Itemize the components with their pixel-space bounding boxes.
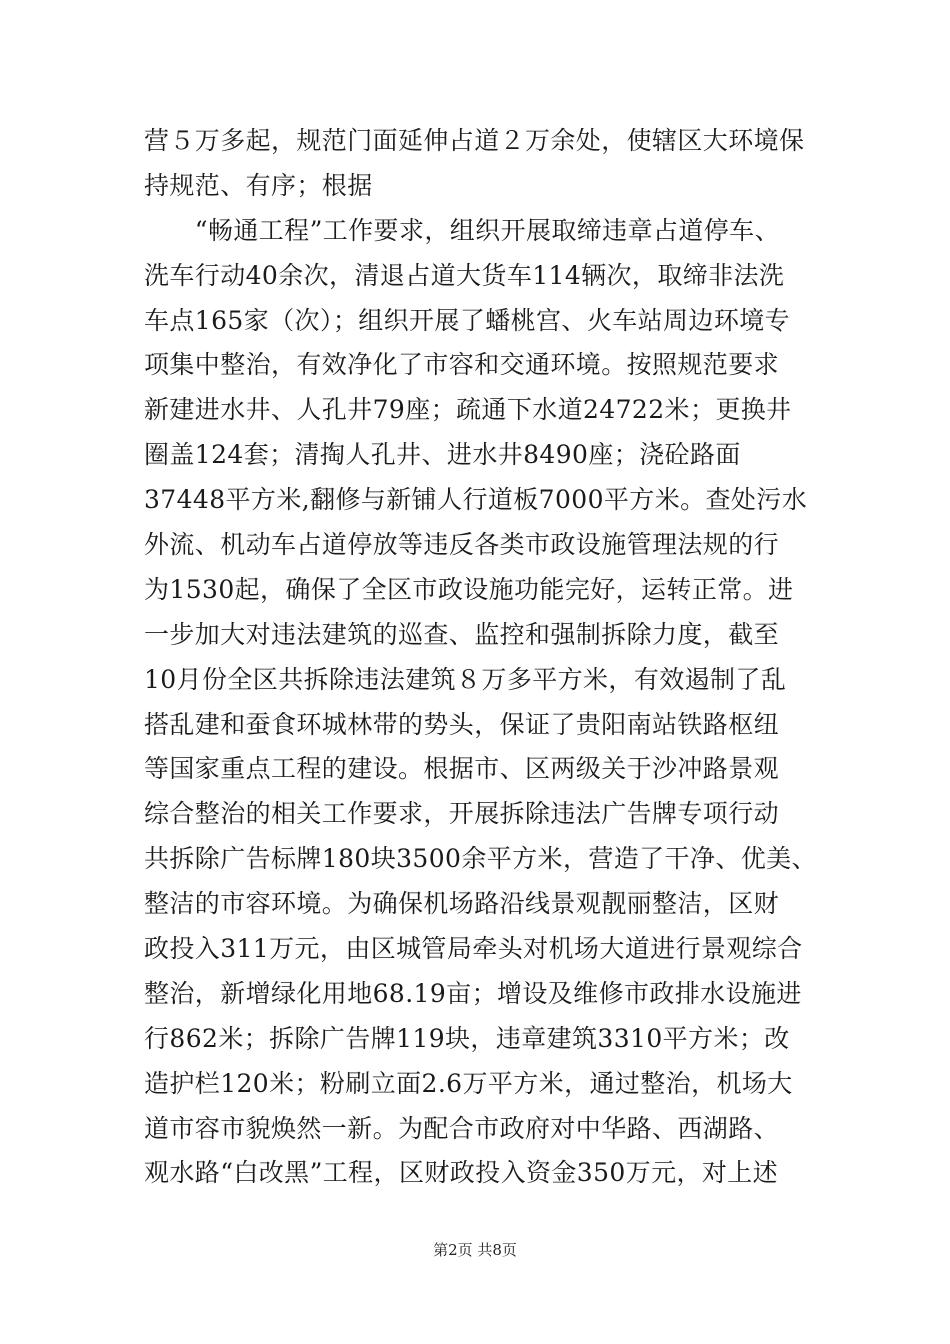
- text-line: 新建进水井、人孔井79座；疏通下水道24722米；更换井: [144, 395, 792, 425]
- text-line: 圈盖124套；清掏人孔井、进水井8490座；浇砼路面: [144, 440, 741, 470]
- text-line: 营５万多起，规范门面延伸占道２万余处，使辖区大环境保: [144, 126, 805, 155]
- text-line: 行862米；拆除广告牌119块，违章建筑3310平方米；改: [144, 1023, 790, 1053]
- text-line: 政投入311万元，由区城管局牵头对机场大道进行景观综合: [144, 934, 803, 964]
- page-number-footer: 第2页 共8页: [433, 1241, 517, 1259]
- text-line: 整治，新增绿化用地68.19亩；增设及维修市政排水设施进: [144, 978, 802, 1008]
- text-line: 道市容市貌焕然一新。为配合市政府对中华路、西湖路、: [144, 1113, 780, 1143]
- text-line: 综合整治的相关工作要求，开展拆除违法广告牌专项行动: [144, 799, 780, 829]
- text-line: “畅通工程”工作要求，组织开展取缔违章占道停车、: [144, 215, 780, 245]
- text-line: 观水路“白改黑”工程，区财政投入资金350万元，对上述: [144, 1158, 779, 1188]
- text-line: 10月份全区共拆除违法建筑８万多平方米，有效遏制了乱: [144, 664, 787, 694]
- text-line: 等国家重点工程的建设。根据市、区两级关于沙冲路景观: [144, 754, 780, 784]
- text-line: 为1530起，确保了全区市政设施功能完好，运转正常。进: [144, 574, 794, 604]
- text-line: 项集中整治，有效净化了市容和交通环境。按照规范要求: [144, 350, 780, 380]
- text-line: 整洁的市容环境。为确保机场路沿线景观靓丽整洁，区财: [144, 889, 780, 919]
- text-line: 共拆除广告标牌180块3500余平方米，营造了干净、优美、: [144, 844, 817, 874]
- text-line: 造护栏120米；粉刷立面2.6万平方米，通过整治，机场大: [144, 1068, 793, 1098]
- text-line: 一步加大对违法建筑的巡查、监控和强制拆除力度，截至: [144, 619, 780, 649]
- document-body: [144, 119, 824, 1196]
- text-line: 洗车行动40余次，清退占道大货车114辆次，取缔非法洗: [144, 260, 785, 290]
- text-line: 持规范、有序；根据: [144, 170, 373, 200]
- text-line: 外流、机动车占道停放等违反各类市政设施管理法规的行: [144, 530, 780, 560]
- text-line: 37448平方米,翻修与新铺人行道板7000平方米。查处污水: [144, 485, 808, 515]
- text-line: 车点165家（次）；组织开展了蟠桃宫、火车站周边环境专: [144, 305, 791, 335]
- text-line: 搭乱建和蚕食环城林带的势头，保证了贵阳南站铁路枢纽: [144, 709, 780, 739]
